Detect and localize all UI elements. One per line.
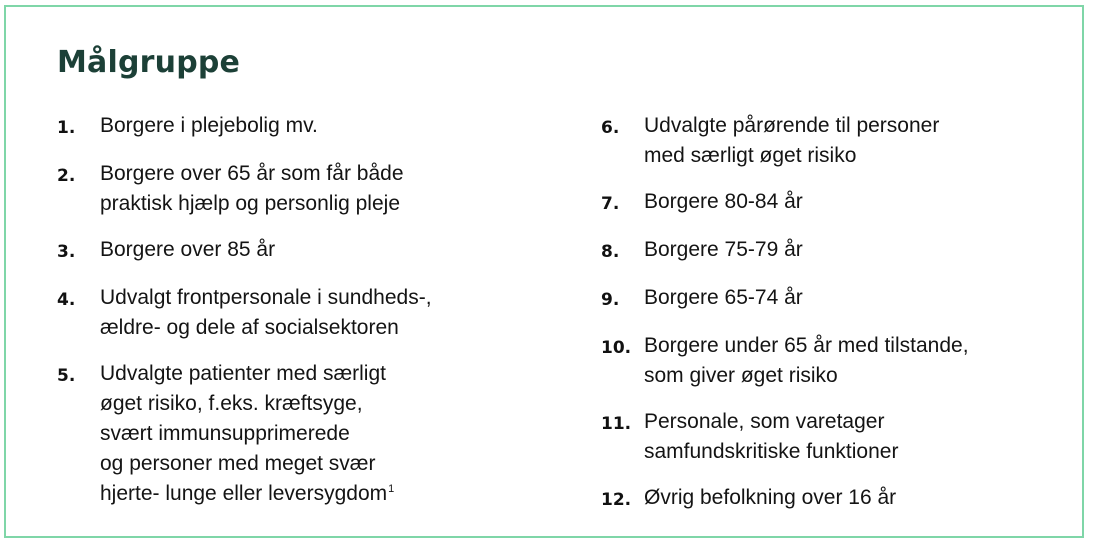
list-item-text — [100, 159, 577, 219]
list-item — [601, 111, 1071, 171]
list-item-number: 2. — [57, 166, 76, 186]
list-item — [601, 235, 1071, 267]
list-item-line: ældre- og dele af socialsektoren — [100, 316, 399, 339]
list-item-text — [644, 331, 1071, 391]
list-item-line: hjerte- lunge eller leversygdom — [100, 482, 388, 505]
list-item-line-with-footnote — [100, 479, 577, 509]
list-item-number: 8. — [601, 242, 620, 262]
list-item-text — [644, 187, 1071, 217]
list-item-line: Borgere 75-79 år — [644, 238, 803, 261]
list-item-number: 9. — [601, 290, 620, 310]
list-item-line: øget risiko, f.eks. kræftsyge, — [100, 392, 363, 415]
list-item — [601, 187, 1071, 219]
list-item-line: Borgere 65-74 år — [644, 286, 803, 309]
list-item-text — [644, 407, 1071, 467]
list-item-number: 1. — [57, 118, 76, 138]
list-item-line: Personale, som varetager — [644, 410, 885, 433]
list-item-line: med særligt øget risiko — [644, 144, 857, 167]
list-item-line: Udvalgt frontpersonale i sundheds-, — [100, 286, 432, 309]
list-item-number: 4. — [57, 290, 76, 310]
list-item — [601, 283, 1071, 315]
list-item-number: 11. — [601, 414, 632, 434]
list-item-text — [644, 283, 1071, 313]
list-item-number: 3. — [57, 242, 76, 262]
list-item-line: Borgere over 85 år — [100, 238, 276, 261]
list-item — [57, 111, 577, 143]
list-item — [57, 235, 577, 267]
list-item-number: 6. — [601, 118, 620, 138]
list-item-number: 10. — [601, 338, 632, 358]
list-item-number: 7. — [601, 194, 620, 214]
list-item-text — [644, 111, 1071, 171]
list-item — [57, 283, 577, 343]
target-group-box — [4, 5, 1084, 538]
list-item-line: Borgere under 65 år med tilstande, — [644, 334, 969, 357]
target-group-list-right — [601, 111, 1071, 531]
footnote-marker[interactable]: 1 — [388, 483, 395, 495]
page-title: Målgruppe — [57, 45, 241, 80]
list-item-line: som giver øget risiko — [644, 364, 838, 387]
list-item — [601, 331, 1071, 391]
list-item-line: svært immunsupprimerede — [100, 422, 350, 445]
list-item-line: Øvrig befolkning over 16 år — [644, 486, 897, 509]
list-item — [601, 407, 1071, 467]
list-item-line: Borgere i plejebolig mv. — [100, 114, 318, 137]
list-item-text — [644, 235, 1071, 265]
list-item-line: og personer med meget svær — [100, 452, 376, 475]
list-item-text — [100, 283, 577, 343]
list-item — [601, 483, 1071, 515]
list-item-number: 5. — [57, 366, 76, 386]
target-group-list-left — [57, 111, 577, 525]
list-item-text — [100, 111, 577, 141]
list-item-line: Borgere 80-84 år — [644, 190, 803, 213]
list-item-line: praktisk hjælp og personlig pleje — [100, 192, 400, 215]
list-item-line: Borgere over 65 år som får både — [100, 162, 404, 185]
list-item-line: Udvalgte patienter med særligt — [100, 362, 386, 385]
list-item-line: Udvalgte pårørende til personer — [644, 114, 940, 137]
list-item-text — [644, 483, 1071, 513]
list-item-line: samfundskritiske funktioner — [644, 440, 899, 463]
list-item-text — [100, 359, 577, 509]
list-item — [57, 359, 577, 509]
list-item-text — [100, 235, 577, 265]
list-item — [57, 159, 577, 219]
list-item-number: 12. — [601, 490, 632, 510]
